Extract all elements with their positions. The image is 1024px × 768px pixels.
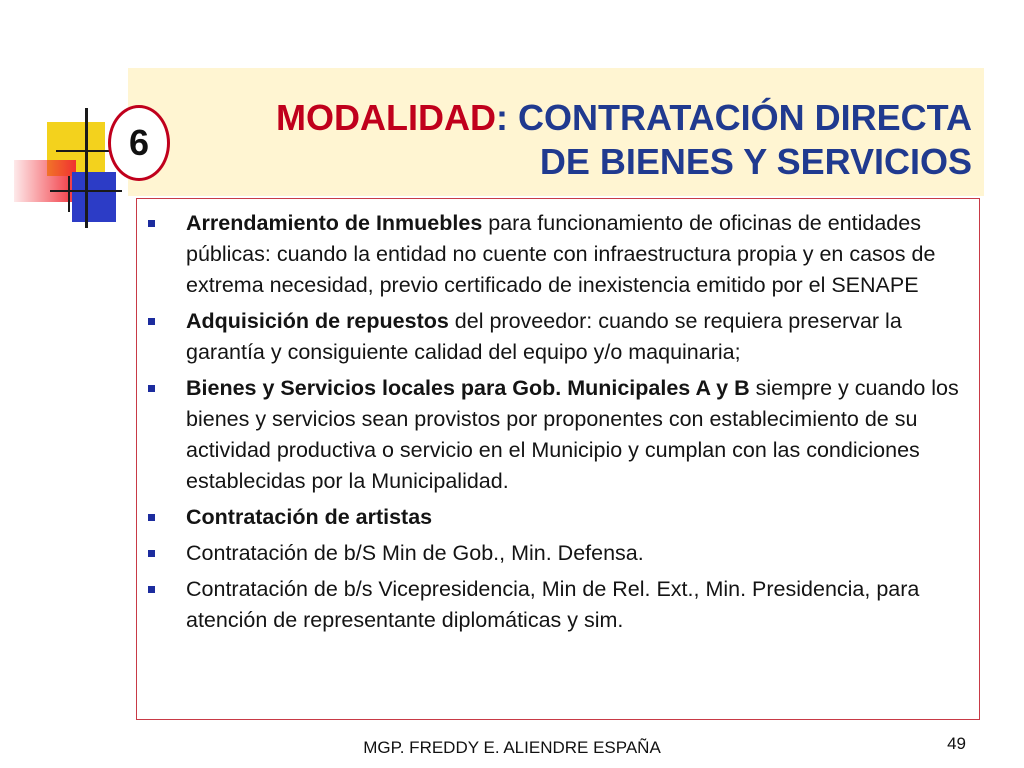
- decor-line: [50, 190, 122, 192]
- title-line-1-rest: CONTRATACIÓN DIRECTA: [518, 97, 972, 138]
- bullet-square-icon: [148, 514, 155, 521]
- list-item: [146, 208, 966, 301]
- bullet-text: Contratación de b/s Vicepresidencia, Min de Rel. Ext., Min. Presidencia, para atención de representante diplomáticas y sim.: [186, 577, 920, 632]
- slide-title: [276, 96, 972, 184]
- bullet-bold-text: Adquisición de repuestos: [186, 309, 449, 333]
- list-item: [146, 574, 966, 636]
- bullet-square-icon: [148, 550, 155, 557]
- title-colon: :: [496, 97, 519, 138]
- bullet-square-icon: [148, 385, 155, 392]
- bullet-bold-text: Bienes y Servicios locales para Gob. Municipales A y B: [186, 376, 750, 400]
- slide-number-badge-text: 6: [128, 122, 150, 163]
- bullet-text: siempre y cuando los bienes y servicios sean provistos por proponentes con establecimiento de su actividad productiva o servicio en el Municipio y cumplan con las condiciones establecidas por la Municipalidad.: [186, 376, 959, 493]
- bullet-bold-text: Contratación de artistas: [186, 505, 433, 529]
- bullet-text: del proveedor: cuando se requiera preservar la garantía y consiguiente calidad del equipo y/o maquinaria;: [186, 309, 902, 364]
- decor-blue-square: [72, 172, 116, 222]
- bullet-list: [146, 208, 966, 641]
- bullet-square-icon: [148, 586, 155, 593]
- title-accent: MODALIDAD: [276, 97, 497, 138]
- bullet-square-icon: [148, 220, 155, 227]
- title-line-1: [276, 96, 972, 140]
- bullet-bold-text: Arrendamiento de Inmuebles: [186, 211, 483, 235]
- list-item: [146, 502, 966, 533]
- decor-red-square: [14, 160, 76, 202]
- decor-line: [68, 176, 70, 212]
- decor-line: [85, 108, 88, 228]
- bullet-square-icon: [148, 318, 155, 325]
- title-line-2: DE BIENES Y SERVICIOS: [539, 141, 972, 182]
- bullet-text: para funcionamiento de oficinas de entidades públicas: cuando la entidad no cuente con infraestructura propia y en casos de extrema necesidad, previo certificado de inexistencia emitido por el SENAPE: [186, 211, 936, 297]
- list-item: [146, 306, 966, 368]
- bullet-text: Contratación de b/S Min de Gob., Min. Defensa.: [186, 541, 644, 565]
- page-number: 49: [947, 734, 966, 753]
- list-item: [146, 538, 966, 569]
- list-item: [146, 373, 966, 497]
- footer-author: MGP. FREDDY E. ALIENDRE ESPAÑA: [363, 738, 661, 757]
- slide-number-badge: [108, 105, 170, 181]
